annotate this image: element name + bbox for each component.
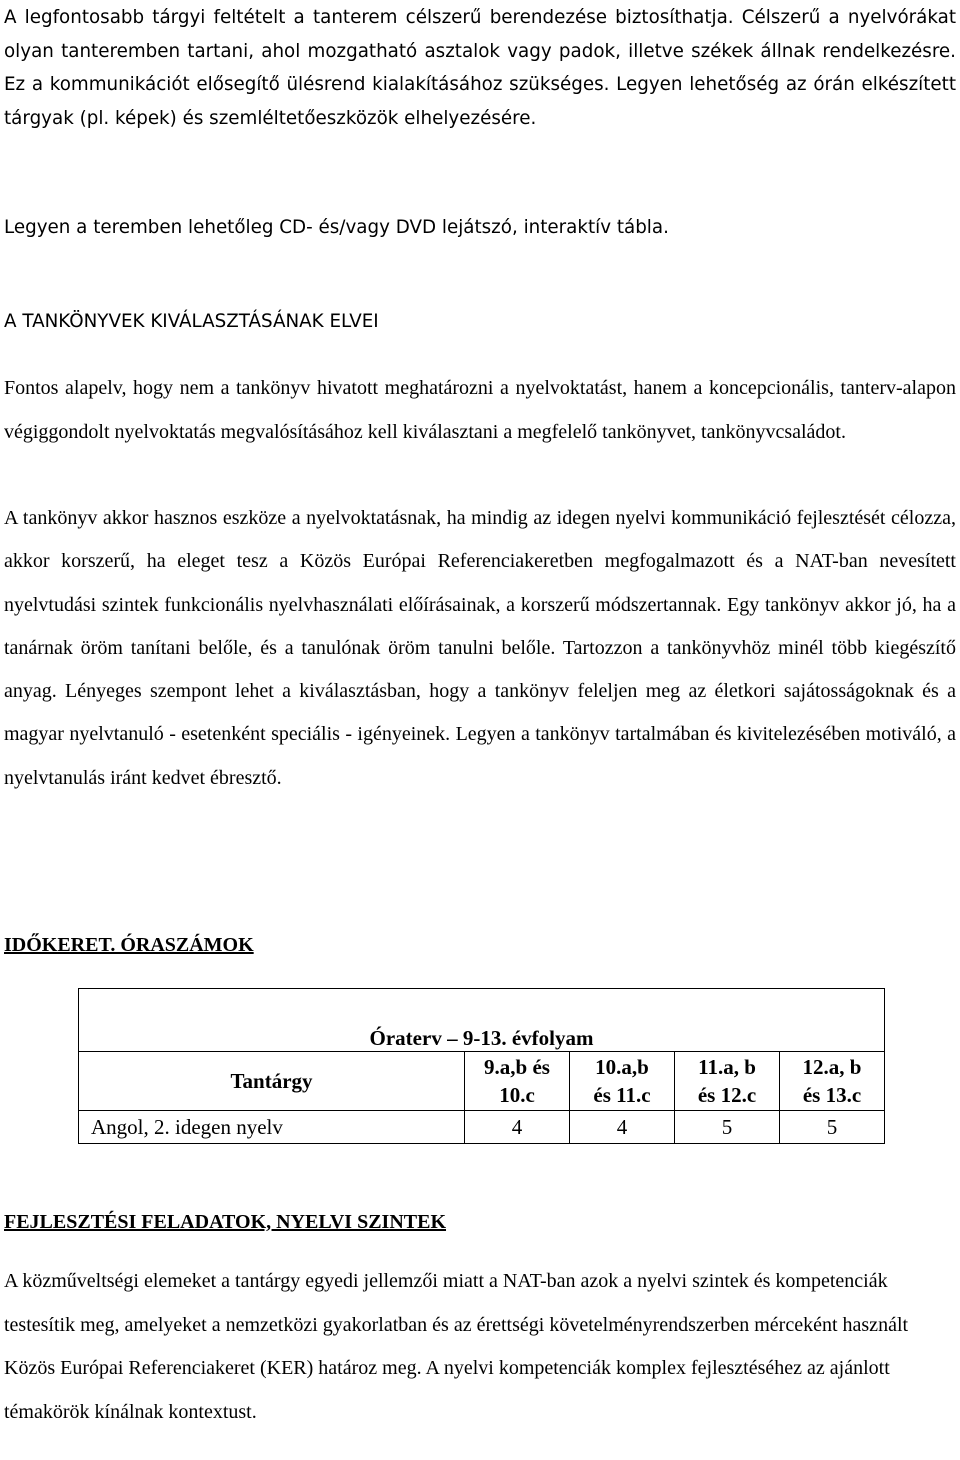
grade-header-cell <box>780 1052 885 1111</box>
grade-header-cell <box>675 1052 780 1111</box>
grade-header-line2: és 11.c <box>593 1083 651 1107</box>
schedule-table <box>78 988 885 1144</box>
development-heading: FEJLESZTÉSI FELADATOK, NYELVI SZINTEK <box>4 1211 447 1233</box>
grade-header-line2: és 13.c <box>802 1083 862 1107</box>
hours-cell: 5 <box>780 1111 885 1144</box>
hours-cell: 4 <box>570 1111 675 1144</box>
grade-header-line1: 11.a, b <box>698 1055 756 1079</box>
textbook-heading: A TANKÖNYVEK KIVÁLASZTÁSÁNAK ELVEI <box>4 311 379 332</box>
textbook-paragraph-1: Fontos alapelv, hogy nem a tankönyv hivatott meghatározni a nyelvoktatást, hanem a koncepcionális, tanterv-alapon végiggondolt nyelvoktatás megvalósításához kell kiválasztani a megfelelő tankönyvet, tankönyvcsaládot. <box>4 377 956 443</box>
grade-header-line1: 10.a,b <box>595 1055 649 1079</box>
table-row <box>79 1111 885 1144</box>
textbook-paragraph-2: A tankönyv akkor hasznos eszköze a nyelvoktatásnak, ha mindig az idegen nyelvi kommunikáció fejlesztését célozza, akkor korszerű, ha eleget tesz a Közös Európai Referenciakeretben megfogalmazott és a NAT-ban nevesített nyelvtudási szintek funkcionális nyelvhasználati előírásainak, a korszerű módszertannak. Egy tankönyv akkor jó, ha a tanárnak öröm tanítani belőle, és a tanulónak öröm tanulni belőle. Tartozzon a tankönyvhöz minél több kiegészítő anyag. Lényeges szempont lehet a kiválasztásban, hogy a tankönyv feleljen meg az életkori sajátosságoknak és a magyar nyelvtanuló - esetenként speciális - igényeinek. Legyen a tankönyv tartalmában és kivitelezésében motiváló, a nyelvtanulás iránt kedvet ébresztő. <box>4 507 956 789</box>
schedule-title: Óraterv – 9-13. évfolyam <box>369 1026 594 1050</box>
grade-header-cell <box>570 1052 675 1111</box>
intro-paragraph: A legfontosabb tárgyi feltételt a tanterem célszerű berendezése biztosíthatja. Célszerű a nyelvórákat olyan tanteremben tartani, ahol mozgatható asztalok vagy padok, illetve székek állnak rendelkezésre. Ez a kommunikációt elősegítő ülésrend kialakításához szükséges. Legyen lehetőség az órán elkészített tárgyak (pl. képek) és szemléltetőeszközök elhelyezésére. <box>4 7 956 129</box>
grade-header-line1: 9.a,b és <box>484 1055 550 1079</box>
subject-header: Tantárgy <box>230 1068 313 1093</box>
grade-header-line2: 10.c <box>499 1083 535 1107</box>
hours-cell: 5 <box>675 1111 780 1144</box>
schedule-header-row <box>79 1052 885 1111</box>
schedule-title-row <box>79 989 885 1052</box>
timeframe-heading: IDŐKERET. ÓRASZÁMOK <box>4 934 254 956</box>
hours-cell: 4 <box>465 1111 570 1144</box>
development-paragraph: A közműveltségi elemeket a tantárgy egyedi jellemzői miatt a NAT-ban azok a nyelvi szintek és kompetenciák testesítik meg, amelyeket a nemzetközi gyakorlatban és az érettségi követelményrendszerben mérceként használt Közös Európai Referenciakeret (KER) határoz meg. A nyelvi kompetenciák komplex fejlesztéséhez az ajánlott témakörök kínálnak kontextust. <box>4 1270 909 1423</box>
grade-header-line1: 12.a, b <box>802 1055 862 1079</box>
subject-cell: Angol, 2. idegen nyelv <box>79 1111 465 1144</box>
schedule-title-cell <box>79 989 885 1052</box>
grade-header-line2: és 12.c <box>697 1083 757 1107</box>
subject-header-cell <box>79 1052 465 1111</box>
equipment-paragraph: Legyen a teremben lehetőleg CD- és/vagy DVD lejátszó, interaktív tábla. <box>4 217 669 238</box>
grade-header-cell <box>465 1052 570 1111</box>
